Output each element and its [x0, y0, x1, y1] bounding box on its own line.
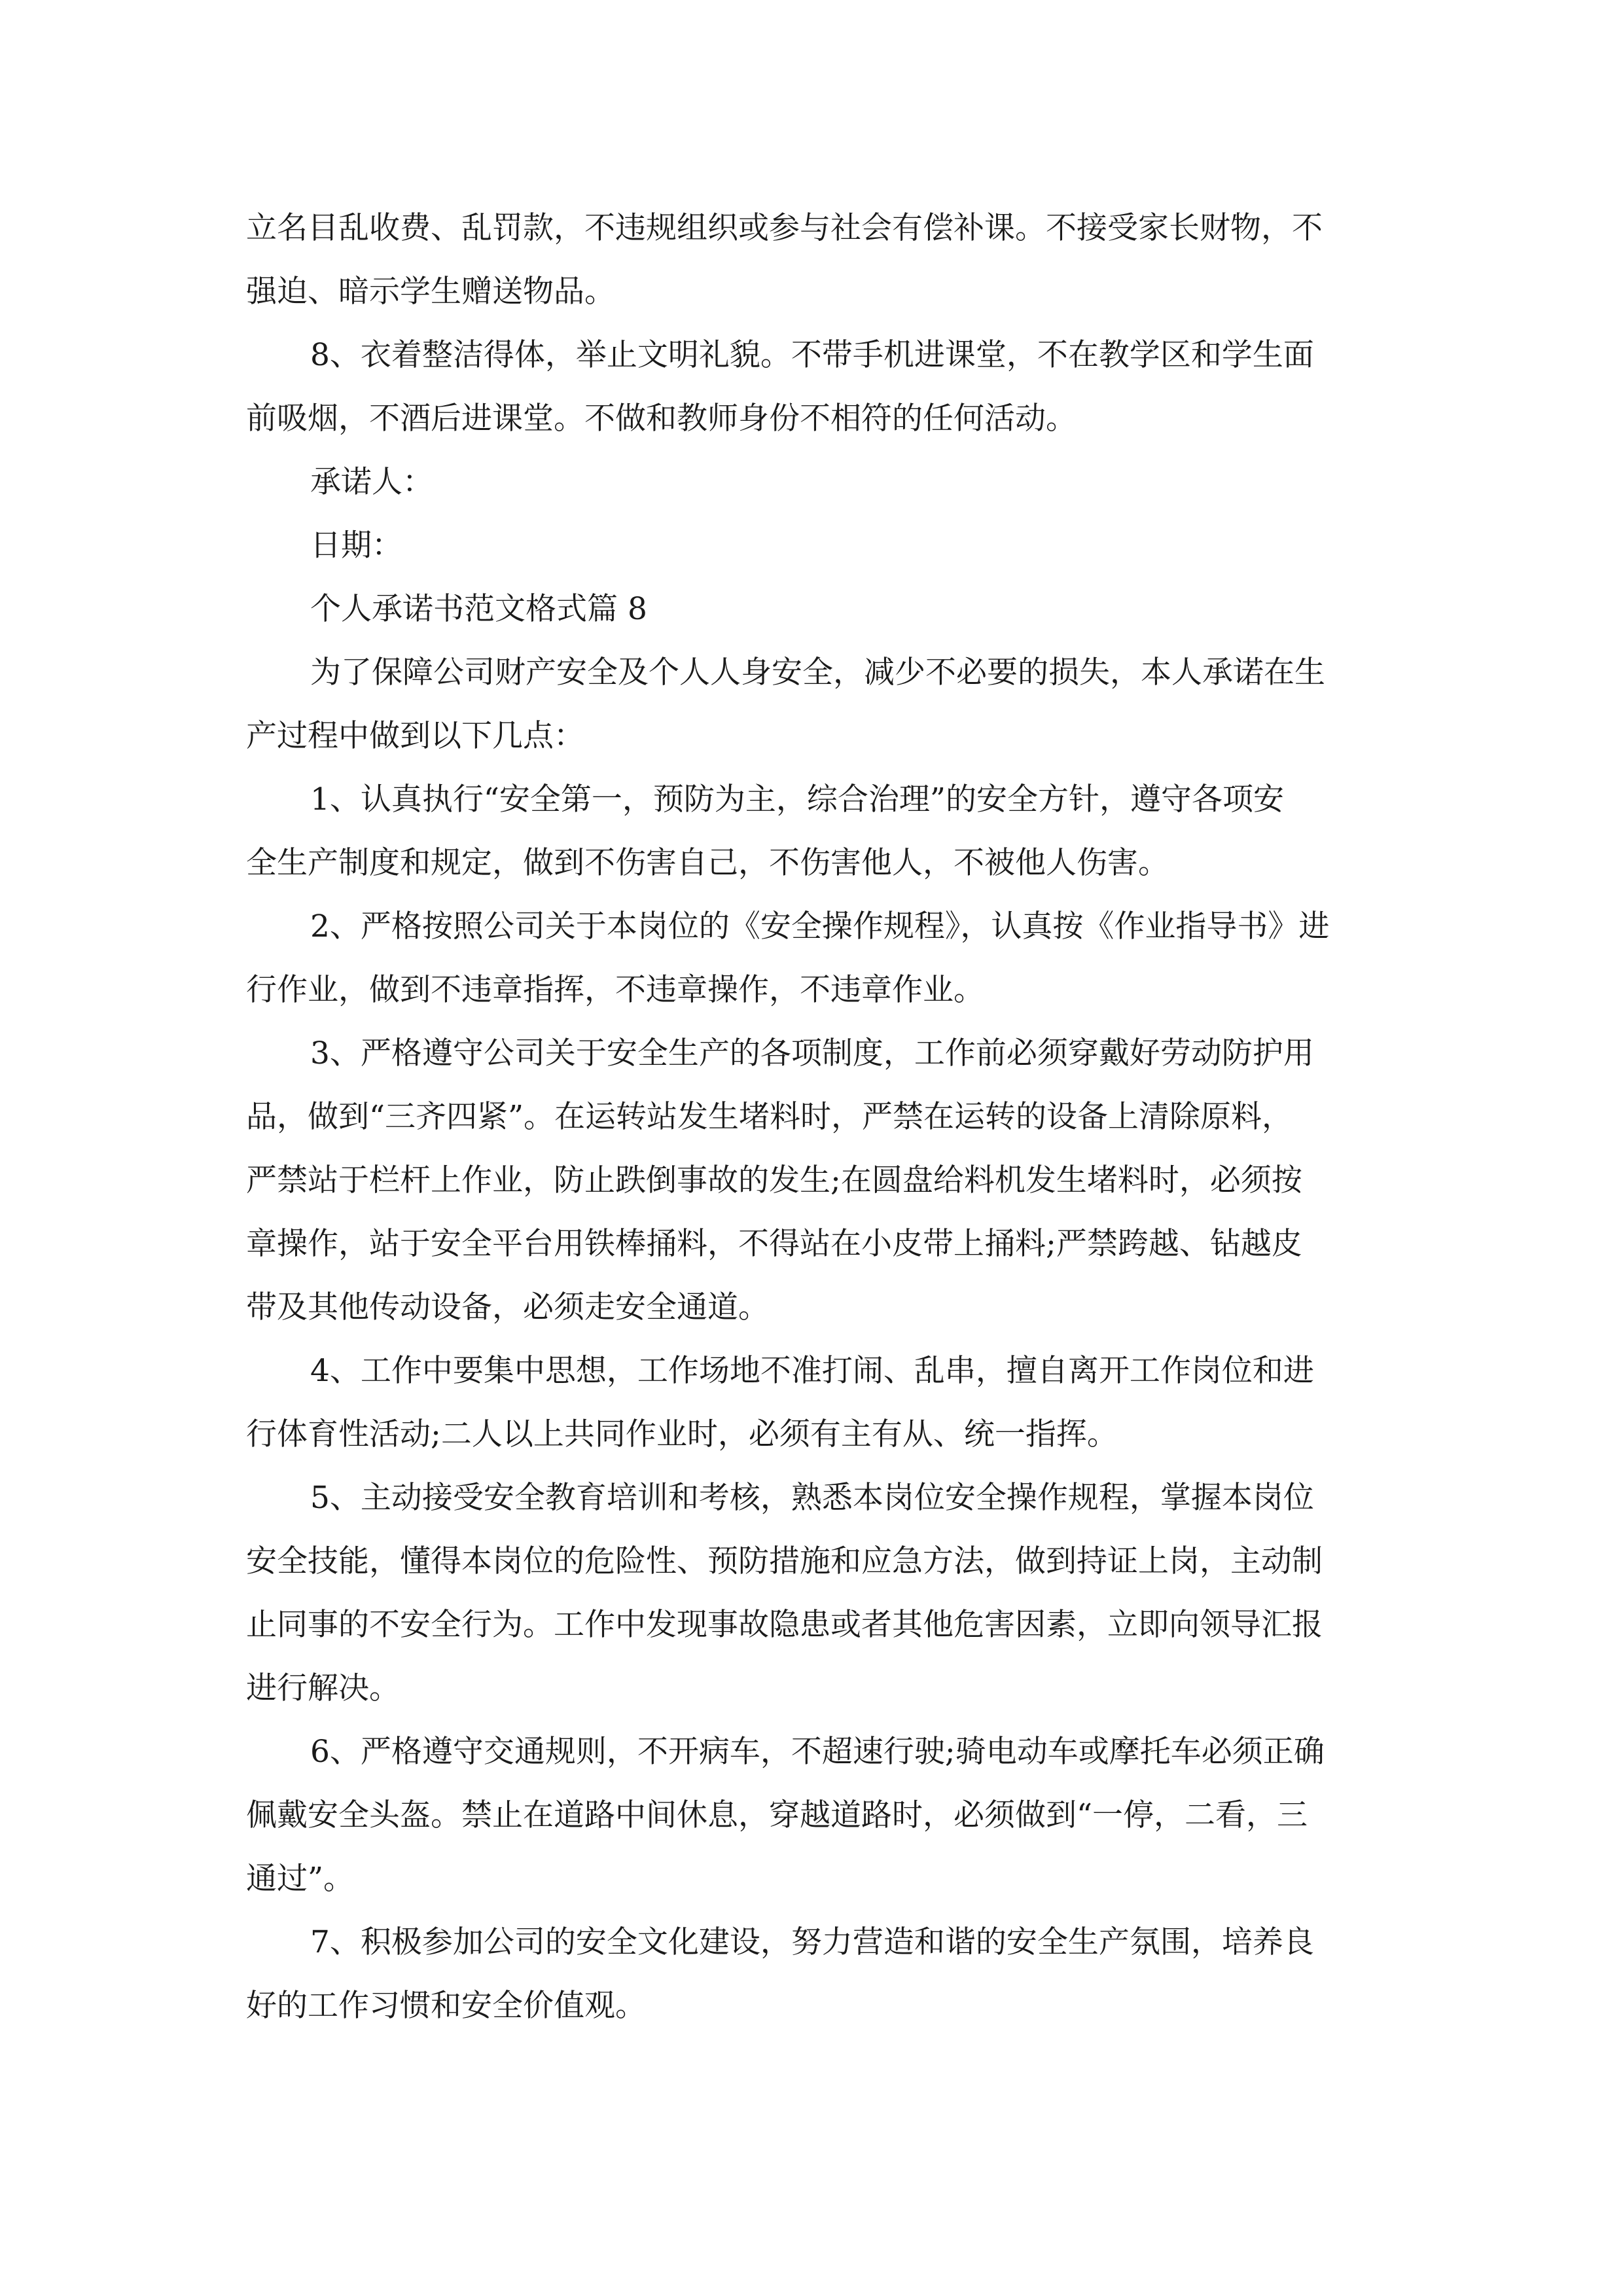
text-line: 8、衣着整洁得体，举止文明礼貌。不带手机进课堂，不在教学区和学生面	[310, 337, 1314, 373]
text-line: 好的工作习惯和安全价值观。	[246, 1988, 646, 2024]
text-line: 7、积极参加公司的安全文化建设，努力营造和谐的安全生产氛围，培养良	[310, 1924, 1314, 1960]
text-line: 为了保障公司财产安全及个人人身安全，减少不必要的损失，本人承诺在生	[310, 655, 1325, 691]
text-line: 章操作，站于安全平台用铁棒捅料，不得站在小皮带上捅料;严禁跨越、钻越皮	[246, 1226, 1302, 1262]
text-line: 行体育性活动;二人以上共同作业时，必须有主有从、统一指挥。	[246, 1416, 1118, 1452]
text-line: 个人承诺书范文格式篇 8	[310, 591, 647, 627]
text-line: 全生产制度和规定，做到不伤害自己，不伤害他人，不被他人伤害。	[246, 845, 1169, 881]
text-line: 3、严格遵守公司关于安全生产的各项制度，工作前必须穿戴好劳动防护用	[310, 1035, 1314, 1071]
text-line: 6、严格遵守交通规则，不开病车，不超速行驶;骑电动车或摩托车必须正确	[310, 1734, 1325, 1770]
text-line: 严禁站于栏杆上作业，防止跌倒事故的发生;在圆盘给料机发生堵料时，必须按	[246, 1162, 1302, 1198]
text-line: 4、工作中要集中思想，工作场地不准打闹、乱串，擅自离开工作岗位和进	[310, 1353, 1314, 1389]
text-line: 带及其他传动设备，必须走安全通道。	[246, 1289, 769, 1325]
text-line: 品，做到“三齐四紧”。在运转站发生堵料时，严禁在运转的设备上清除原料，	[246, 1099, 1293, 1135]
text-line: 2、严格按照公司关于本岗位的《安全操作规程》，认真按《作业指导书》进	[310, 908, 1330, 944]
text-line: 强迫、暗示学生赠送物品。	[246, 274, 615, 310]
text-line: 承诺人：	[310, 464, 433, 500]
text-line: 止同事的不安全行为。工作中发现事故隐患或者其他危害因素，立即向领导汇报	[246, 1607, 1323, 1643]
text-line: 产过程中做到以下几点：	[246, 718, 584, 754]
text-line: 进行解决。	[246, 1670, 400, 1706]
text-line: 行作业，做到不违章指挥，不违章操作，不违章作业。	[246, 972, 984, 1008]
document-body	[246, 196, 1378, 2037]
text-line: 通过”。	[246, 1861, 355, 1897]
text-line: 佩戴安全头盔。禁止在道路中间休息，穿越道路时，必须做到“一停，二看，三	[246, 1797, 1308, 1833]
text-line: 前吸烟，不酒后进课堂。不做和教师身份不相符的任何活动。	[246, 401, 1077, 437]
text-line: 1、认真执行“安全第一，预防为主，综合治理”的安全方针，遵守各项安	[310, 781, 1284, 817]
text-line: 安全技能，懂得本岗位的危险性、预防措施和应急方法，做到持证上岗，主动制	[246, 1543, 1323, 1579]
text-line: 5、主动接受安全教育培训和考核，熟悉本岗位安全操作规程，掌握本岗位	[310, 1480, 1314, 1516]
text-line: 立名目乱收费、乱罚款，不违规组织或参与社会有偿补课。不接受家长财物，不	[246, 210, 1323, 246]
text-line: 日期：	[310, 528, 402, 564]
